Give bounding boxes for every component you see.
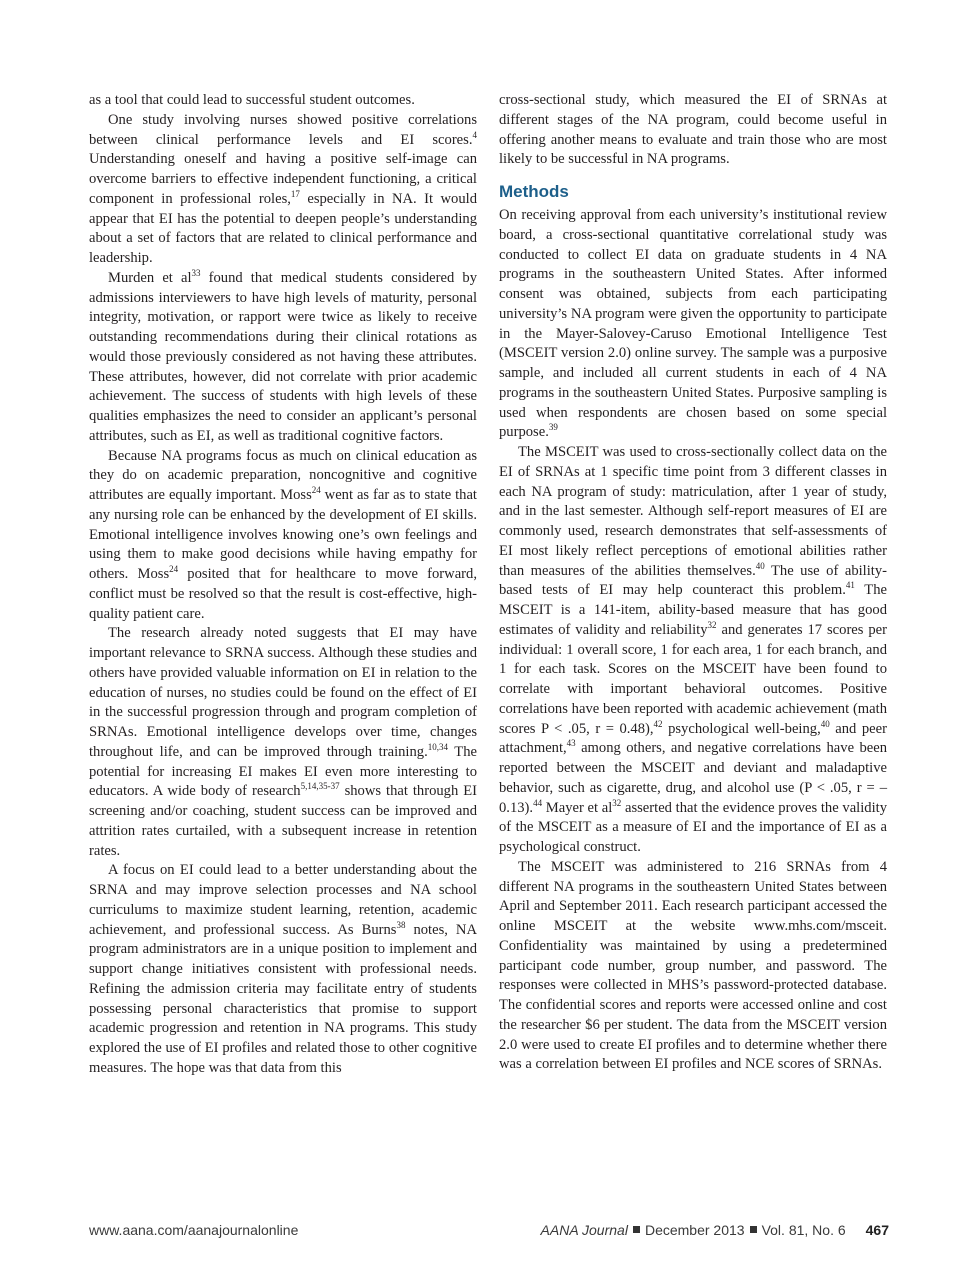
paragraph: One study involving nurses showed positive correlations between clinical performance levels and EI scores.$^4$ Understanding oneself and having a positive self-image can overcome barriers to effective independent functioning, a critical component in professional roles,$^{17}$ especially in NA. It would appear that EI has the potential to deepen people’s understanding about a set of factors that are related to clinical performance and leadership. (89, 111, 477, 266)
citation-superscript: 17 (290, 188, 300, 199)
citation-superscript: 33 (191, 267, 201, 278)
citation-superscript: 4 (472, 129, 477, 140)
citation-superscript: 41 (845, 580, 855, 591)
citation-superscript: 44 (533, 797, 543, 808)
citation-superscript: 5,14,35-37 (300, 781, 340, 792)
citation-superscript: 24 (169, 564, 179, 575)
journal-url-link[interactable]: www.aana.com/aanajournalonline (89, 1222, 299, 1238)
journal-citation (541, 1222, 889, 1238)
page-number: 467 (865, 1222, 889, 1238)
paragraph: Murden et $al^{33}$ found that medical students considered by admissions interviewers to have high levels of maturity, personal integrity, motivation, or rapport were twice as likely to receive outstanding recommendations during their clinical rotations as would those previously considered as not having these attributes. These attributes, however, did not correlate with prior academic achievement. The success of students with high levels of these qualities emphasizes the need to consider an applicant’s personal attributes, such as EI, as well as traditional cognitive factors. (89, 267, 477, 444)
citation-superscript: 38 (396, 919, 406, 930)
page-footer (89, 1222, 889, 1242)
journal-name: AANA Journal (540, 1222, 628, 1238)
square-separator-icon (750, 1226, 757, 1233)
citation-superscript: 10,34 (427, 741, 448, 752)
citation-superscript: 32 (707, 619, 717, 630)
citation-superscript: 32 (612, 797, 622, 808)
section-heading: Methods (499, 182, 569, 201)
paragraph: A focus on EI could lead to a better understanding about the SRNA and may improve selection processes and NA school curriculums to maximize student learning, retention, academic achievement, and professional success. As Burns$^{38}$ notes, NA program administrators are in a unique position to implement and support change initiatives consistent with professional needs. Refining the admission criteria may facilitate entry of students possessing personal characteristics that promise to support academic progression and retention in NA programs. This study explored the use of EI profiles and related those to other cognitive measures. The hope was that data from this (89, 862, 477, 1076)
citation-superscript: 43 (566, 738, 576, 749)
left-column (89, 91, 477, 1079)
right-column (499, 91, 887, 1075)
citation-superscript: 40 (820, 718, 830, 729)
citation-superscript: 42 (653, 718, 663, 729)
paragraph: The MSCEIT was used to cross-sectionally collect data on the EI of SRNAs at 1 specific time point from 3 different classes in each NA program of study: matriculation, after 1 year of study, and in the last semester. Although self-report measures of EI are commonly used, research demonstrates that self-assessments of EI most likely reflect perceptions of emotional abilities rather than measures of the abilities themselves.$^{40}$ The use of ability-based tests of EI may help counteract this problem.$^{41}$ The MSCEIT is a 141-item, ability-based measure that has good estimates of validity and reliability$^{32}$ and generates 17 scores per individual: 1 overall score, 1 for each area, 1 for each branch, and 1 for each task. Scores on the MSCEIT have been found to correlate with important behavioral outcomes. Positive correlations have been reported with academic achievement (math scores P < .05, r = 0.48),$^{42}$ psychological well-being,$^{40}$ and peer attachment,$^{43}$ among others, and negative correlations have been reported between the MSCEIT and deviant and maladaptive behavior, such as cigarette, drug, and alcohol use (P < .05, r = –0.13).$^{44}$ Mayer et $al^{32}$ asserted that the evidence proves the validity of the MSCEIT as a measure of EI and the importance of EI as a psychological construct. (499, 444, 888, 855)
paragraph: as a tool that could lead to successful student outcomes. (89, 92, 415, 108)
volume-number: Vol. 81, No. 6 (761, 1222, 846, 1238)
square-separator-icon (633, 1226, 640, 1233)
citation-superscript: 24 (311, 485, 321, 496)
paragraph: Because NA programs focus as much on clinical education as they do on academic preparation, noncognitive and cognitive attributes are equally important. Moss$^{24}$ went as far as to state that any nursing role can be enhanced by the development of EI skills. Emotional intelligence involves knowing one’s own feelings and using them to make good decisions while having empathy for others. Moss$^{24}$ posited that for healthcare to move forward, conflict must be resolved so that the result is cost-effective, high-quality patient care. (89, 447, 477, 622)
issue-date: December 2013 (644, 1222, 745, 1238)
paragraph: The MSCEIT was administered to 216 SRNAs from 4 different NA programs in the southeastern United States between April and September 2011. Each research participant accessed the online MSCEIT at the website www.mhs.com/msceit. Confidentiality was maintained by using a predetermined participant code number, group number, and password. The responses were collected in MHS’s password-protected database. The confidential scores and reports were accessed online and cost the researcher $6 per student. The data from the MSCEIT version 2.0 were used to create EI profiles and to determine whether there was a correlation between EI profiles and NCE scores of SRNAs. (499, 858, 887, 1073)
paragraph: cross-sectional study, which measured the EI of SRNAs at different stages of the NA program, could become useful in offering another means to evaluate and train those who are most likely to be successful in NA programs. (499, 92, 887, 168)
paragraph: On receiving approval from each university’s institutional review board, a cross-sectional quantitative correlational study was conducted to collect EI data on graduate students in 4 NA programs in the southeastern United States. After informed consent was obtained, subjects from each participating university’s NA program were given the opportunity to participate in the Mayer-Salovey-Caruso Emotional Intelligence Test (MSCEIT version 2.0) online survey. The sample was a purposive sample, and included all current students in each of 4 NA programs in the southeastern United States. Purposive sampling is used when respondents are chosen based on some special purpose.$^{39}$ (499, 207, 887, 441)
citation-superscript: 40 (755, 560, 765, 571)
paragraph: The research already noted suggests that EI may have important relevance to SRNA success. Although these studies and others have provided valuable information on EI in relation to the education of nurses, no studies could be found on the effect of EI in the successful progression through and program completion of SRNAs. Emotional intelligence develops over time, changes throughout life, and can be improved through training.$^{10,34}$ The potential for increasing EI makes EI even more interesting to educators. A wide body of research$^{5,14,35-37}$ shows that through EI screening and/or coaching, student success can be improved and attrition rates curtailed, with a subsequent increase in retention rates. (89, 625, 477, 859)
citation-superscript: 39 (548, 422, 558, 433)
